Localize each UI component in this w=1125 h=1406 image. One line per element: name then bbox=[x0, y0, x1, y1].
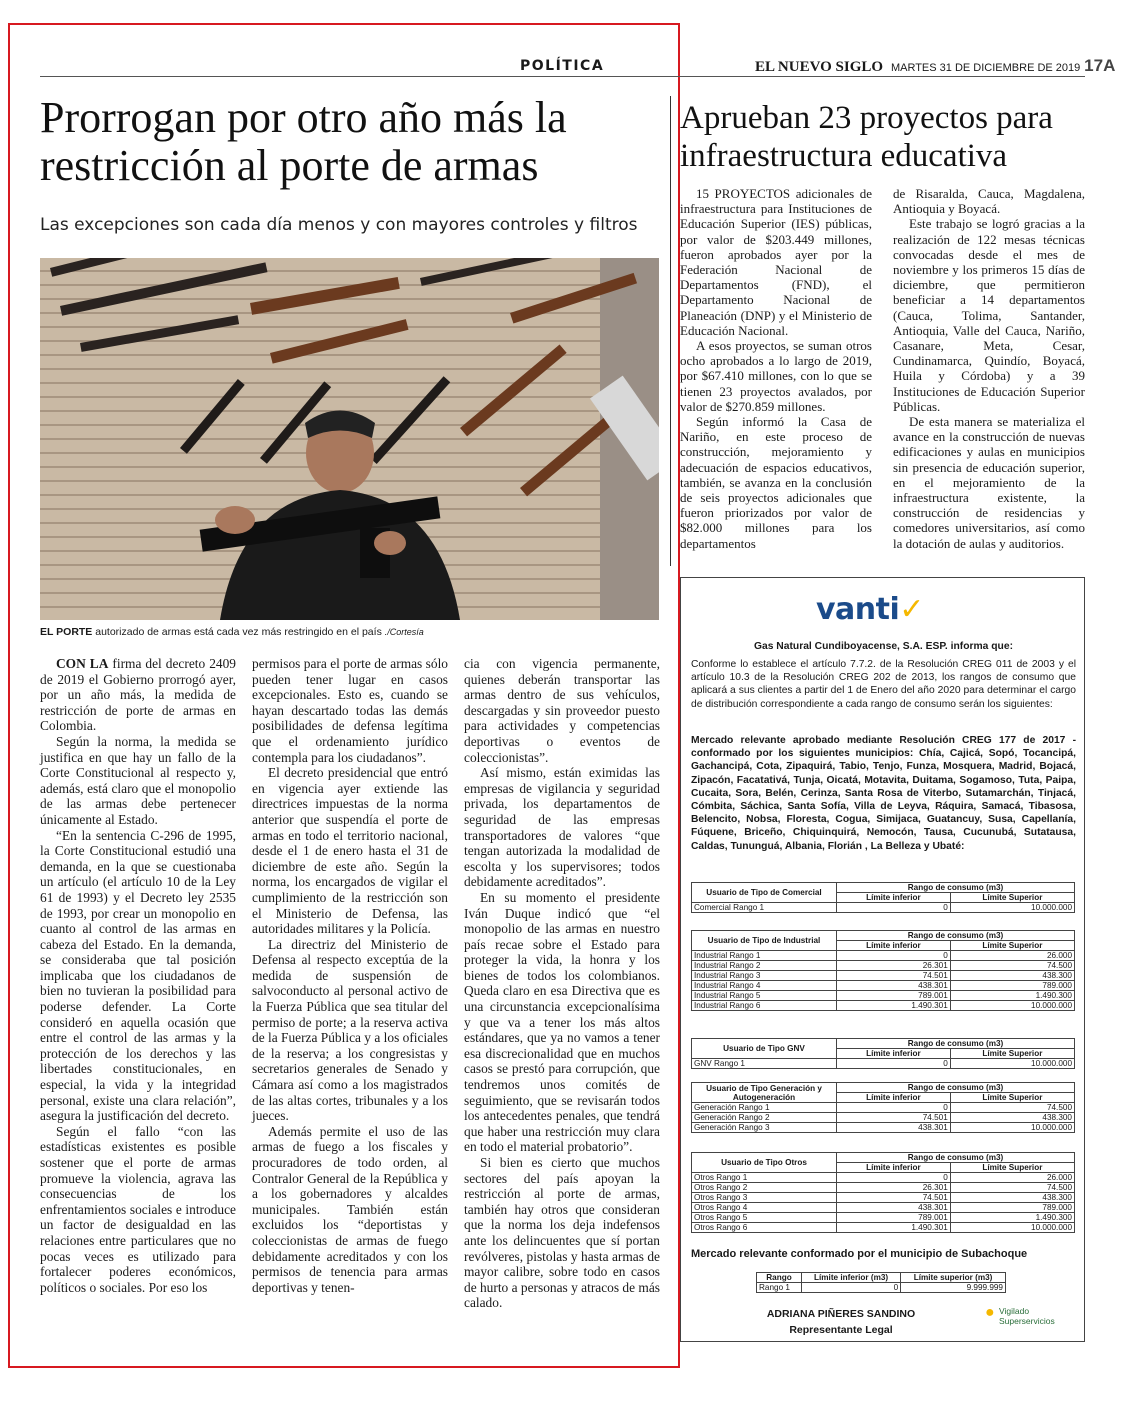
limit-header: Límite Superior bbox=[950, 1163, 1074, 1173]
issue-date: MARTES 31 DE DICIEMBRE DE 2019 bbox=[890, 62, 1081, 74]
page-number: 17A bbox=[1084, 56, 1116, 75]
table-cell: Industrial Rango 6 bbox=[692, 1001, 837, 1011]
article-paragraph bbox=[40, 656, 236, 734]
table-cell: 0 bbox=[802, 1283, 901, 1293]
signer-role: Representante Legal bbox=[789, 1324, 893, 1336]
table-cell: Industrial Rango 2 bbox=[692, 961, 837, 971]
range-table bbox=[691, 930, 1075, 1011]
article-paragraph: En su momento el presidente Iván Duque indicó que “el monopolio de las armas en nuestro país recae sobre el Estado para proteger la vida, la honra y los bienes de todos los colombianos. Queda claro en esa Directiva que es una circunstancia excepcionalísima y que va a tener los más altos estándares, que ya no vamos a tener esa discrecionalidad que en muchos casos se prestó para corrupción, que tendremos unos comités de seguimiento, que se revisarán todos los antecedentes penales, que tendrá que haber una restricción muy clara en todo el material probatorio”. bbox=[464, 889, 660, 1155]
superservicios-text: Superservicios bbox=[999, 1316, 1055, 1326]
article-paragraph: Este trabajo se logró gracias a la realización de 122 mesas técnicas convocadas desde el mes de noviembre y los primeros 15 días de diciembre, que permitieron beneficiar a 14 departamentos (Cauca, Tolima, Santander, Antioquia, Valle del Cauca, Nariño, Casanare, Meta, Cesar, Cundinamarca, Quindío, Boyacá, Huila y Córdoba) y a 39 Instituciones de Educación Superior Públicas. bbox=[893, 216, 1085, 414]
subachoque-table bbox=[756, 1272, 1006, 1293]
table-cell: 74.500 bbox=[950, 1183, 1074, 1193]
article-subhead: Las excepciones son cada día menos y con mayores controles y filtros bbox=[40, 215, 638, 235]
table-cell: 438.301 bbox=[837, 1203, 951, 1213]
table-cell: 9.999.999 bbox=[901, 1283, 1006, 1293]
table-cell: 789.000 bbox=[950, 981, 1074, 991]
table-cell: 10.000.000 bbox=[950, 1059, 1074, 1069]
table-cell: 1.490.300 bbox=[950, 1213, 1074, 1223]
table-cell: Otros Rango 6 bbox=[692, 1223, 837, 1233]
table-cell: 438.301 bbox=[837, 1123, 951, 1133]
column-divider bbox=[670, 96, 671, 566]
table-cell: 0 bbox=[837, 1059, 951, 1069]
article-paragraph: El decreto presidencial que entró en vigencia ayer extiende las directrices impuestas de la norma anterior que suspendía el porte de armas en todo el territorio nacional, desde el 1 de enero hasta el 31 de diciembre de este año. Según la norma, los encargados de vigilar el cumplimiento de la restricción son el Ministerio de Defensa, las autoridades militares y la Policía. bbox=[252, 765, 448, 937]
range-header: Rango de consumo (m3) bbox=[837, 1153, 1075, 1163]
user-type-header: Usuario de Tipo GNV bbox=[692, 1039, 837, 1059]
article-paragraph: Según el fallo “con las estadísticas existentes es posible sostener que el porte de armas promueve la violencia, agrava las consecuencias de los enfrentamientos sociales e introduce un factor de desigualdad en las relaciones entre particulares que no pocas veces es utilizado para fortalecer poderes económicos, políticos o sociales. Por eso los bbox=[40, 1123, 236, 1295]
signer-name: ADRIANA PIÑERES SANDINO bbox=[766, 1308, 916, 1320]
table-cell: 0 bbox=[837, 903, 951, 913]
table-cell: Otros Rango 3 bbox=[692, 1193, 837, 1203]
table-cell: 789.000 bbox=[950, 1203, 1074, 1213]
article-column-2 bbox=[252, 656, 448, 1295]
table-cell: Industrial Rango 3 bbox=[692, 971, 837, 981]
table-cell: GNV Rango 1 bbox=[692, 1059, 837, 1069]
table-row bbox=[692, 1173, 1075, 1183]
table-cell: 438.300 bbox=[950, 1193, 1074, 1203]
masthead bbox=[755, 56, 1115, 76]
drop-lead: CON LA bbox=[56, 656, 109, 671]
table-row bbox=[692, 1103, 1075, 1113]
table-cell: 26.301 bbox=[837, 1183, 951, 1193]
table-row bbox=[692, 1113, 1075, 1123]
table-cell: Industrial Rango 1 bbox=[692, 951, 837, 961]
limit-header: Límite inferior bbox=[837, 1163, 951, 1173]
limit-header: Límite inferior bbox=[837, 1049, 951, 1059]
table-row bbox=[692, 1203, 1075, 1213]
table-cell: 10.000.000 bbox=[950, 903, 1074, 913]
article-paragraph: La directriz del Ministerio de Defensa al respecto exceptúa de la medida de suspensión de salvoconducto al personal activo de la Fuerza Pública que sea titular del permiso de porte; a la reserva activa de la Fuerza Pública y a los oficiales de la reserva; a los congresistas y secretarios generales de Senado y Cámara así como a los magistrados de las altas cortes, tribunales y a los jueces. bbox=[252, 936, 448, 1124]
range-table bbox=[691, 1152, 1075, 1233]
table-cell: 1.490.300 bbox=[950, 991, 1074, 1001]
vigilado-badge bbox=[985, 1304, 1055, 1326]
limit-header: Límite Superior bbox=[950, 941, 1074, 951]
section-label: POLÍTICA bbox=[520, 58, 605, 74]
secondary-headline: Aprueban 23 proyectos para infraestructura educativa bbox=[680, 100, 1053, 174]
article-paragraph: 15 PROYECTOS adicionales de infraestructura para Instituciones de Educación Superior (IES) públicas, por valor de $203.449 millones, fueron aprobados ayer por la Federación Nacional de Departamentos (FND), el Departamento Nacional de Planeación (DNP) y el Ministerio de Educación Nacional. bbox=[680, 186, 872, 338]
vanti-notice bbox=[680, 577, 1085, 1342]
table-row bbox=[692, 903, 1075, 913]
table-row bbox=[692, 961, 1075, 971]
table-header: Límite superior (m3) bbox=[901, 1273, 1006, 1283]
table-cell: 26.301 bbox=[837, 961, 951, 971]
table-row bbox=[692, 1001, 1075, 1011]
table-cell: 789.001 bbox=[837, 1213, 951, 1223]
table-cell: 438.300 bbox=[950, 1113, 1074, 1123]
range-header: Rango de consumo (m3) bbox=[837, 1083, 1075, 1093]
article-paragraph: de Risaralda, Cauca, Magdalena, Antioquia y Boyacá. bbox=[893, 186, 1085, 217]
table-cell: 0 bbox=[837, 1103, 951, 1113]
table-row bbox=[692, 1123, 1075, 1133]
table-row bbox=[692, 1213, 1075, 1223]
table-row bbox=[692, 1183, 1075, 1193]
limit-header: Límite Superior bbox=[950, 1093, 1074, 1103]
table-row bbox=[692, 1059, 1075, 1069]
table-row bbox=[692, 971, 1075, 981]
table-cell: Comercial Rango 1 bbox=[692, 903, 837, 913]
notice-title: Gas Natural Cundiboyacense, S.A. ESP. informa que: bbox=[753, 641, 1013, 652]
table-cell: 10.000.000 bbox=[950, 1001, 1074, 1011]
market-list: Mercado relevante aprobado mediante Resolución CREG 177 de 2017 - conformado por los siguientes municipios: Chía, Cajicá, Sopó, Tocancipá, Gachancipá, Cota, Zipaquirá, Tabio, Tenjo, Funza, Mosquera, Madrid, Bojacá, Zipacón, Facatativá, Tunja, Oicatá, Motavita, Duitama, Sogamoso, Tuta, Paipa, Cucaita, Sora, Belén, Cerinza, Santa Rosa de Viterbo, Sutamarchán, Tinjacá, Cómbita, Sáchica, Santa Sofía, Villa de Leyva, Ráquira, Samacá, Tibasosa, Belencito, Nobsa, Floresta, Cogua, Simijaca, Guatancuy, Susa, Capellanía, Fúquene, Briceño, Chiquinquirá, Nemocón, Tausa, Cucunubá, Sutatausa, Caldas, Tununguá, Albania, Florián , La Belleza y Ubaté: bbox=[691, 735, 1076, 852]
table-header: Límite inferior (m3) bbox=[802, 1273, 901, 1283]
weapons-wall-photo bbox=[40, 258, 659, 620]
vigilado-text: Vigilado bbox=[999, 1306, 1030, 1316]
table-row bbox=[692, 991, 1075, 1001]
article-paragraph: “En la sentencia C-296 de 1995, la Corte Constitucional estudió una demanda, en la que se cuestionaba un artículo (el artículo 10 de la Ley 61 de 1993) y el Decreto ley 2535 de 1993, por crear un monopolio en cuanto al control de las armas en cabeza del Estado. En la demanda, se consideraba que tal posición implicaba que los ciudadanos de bien no tuvieran la posibilidad para poderse defender. La Corte consideró en aquella ocasión que entre el control de las armas y la protección de los derechos y las libertades constitucionales, en especial, la vida y la integridad personal, existe una clara relación”, asegura la justificación del decreto. bbox=[40, 827, 236, 1124]
table-cell: Otros Rango 1 bbox=[692, 1173, 837, 1183]
table-cell: 10.000.000 bbox=[950, 1123, 1074, 1133]
table-cell: Generación Rango 3 bbox=[692, 1123, 837, 1133]
table-cell: 74.501 bbox=[837, 1193, 951, 1203]
caption-text: autorizado de armas está cada vez más restringido en el país bbox=[92, 626, 385, 638]
range-header: Rango de consumo (m3) bbox=[837, 883, 1075, 893]
table-cell: 26.000 bbox=[950, 1173, 1074, 1183]
limit-header: Límite Superior bbox=[950, 893, 1074, 903]
table-cell: 438.301 bbox=[837, 981, 951, 991]
range-table bbox=[691, 1082, 1075, 1133]
table-cell: Otros Rango 5 bbox=[692, 1213, 837, 1223]
table-cell: 1.490.301 bbox=[837, 1001, 951, 1011]
vanti-logo bbox=[816, 592, 924, 627]
table-header: Rango bbox=[757, 1273, 802, 1283]
table-cell: Generación Rango 2 bbox=[692, 1113, 837, 1123]
caption-credit: ./Cortesía bbox=[384, 627, 424, 637]
table-row bbox=[692, 1193, 1075, 1203]
user-type-header: Usuario de Tipo Generación y Autogeneración bbox=[692, 1083, 837, 1103]
article-headline: Prorrogan por otro año más la restricción al porte de armas bbox=[40, 93, 567, 190]
table-cell: Industrial Rango 4 bbox=[692, 981, 837, 991]
article-paragraph: Si bien es cierto que muchos sectores del país apoyan la restricción al porte de armas, también hay otros que consideran que la norma los deja indefensos ante los delincuentes que sí portan revólveres, pistolas y hasta armas de mayor calibre, sobre todo en casos de hurto a personas y atracos de más calado. bbox=[464, 1155, 660, 1311]
limit-header: Límite Superior bbox=[950, 1049, 1074, 1059]
check-icon: ✓ bbox=[899, 592, 924, 627]
article-paragraph: Así mismo, están eximidas las empresas de vigilancia y seguridad privada, los departamentos de seguridad de las empresas transportadores de valores “que tengan autorizada la modalidad de escolta y los supervisores; todos debidamente acreditados”. bbox=[464, 765, 660, 890]
article-paragraph: permisos para el porte de armas sólo pueden tener lugar en casos excepcionales. Esto es, cuando se hayan descartado todas las demás posibilidades de defensa legítima que el ordenamiento jurídico contempla para los ciudadanos”. bbox=[252, 656, 448, 765]
secondary-column-2 bbox=[893, 186, 1085, 551]
article-photo bbox=[40, 258, 659, 620]
article-paragraph: Según informó la Casa de Nariño, en este proceso de construcción, mejoramiento y adecuación de espacios educativos, también, se avanza en la conclusión de seis proyectos adicionales que fueron priorizados por valor de $82.000 millones para los departamentos bbox=[680, 414, 872, 551]
secondary-column-1 bbox=[680, 186, 872, 551]
range-header: Rango de consumo (m3) bbox=[837, 931, 1075, 941]
article-paragraph: Además permite el uso de las armas de fuego a los fiscales y procuradores de todo orden, al Contralor General de la República y a los gobernadores y alcaldes municipales. También están excluidos los “deportistas y coleccionistas de armas de fuego debidamente acreditados y con los permisos de tenencia para armas deportivas y tenen- bbox=[252, 1123, 448, 1295]
caption-lead: EL PORTE bbox=[40, 626, 93, 638]
article-paragraph: Según la norma, la medida se justifica en que hay un fallo de la Corte Constitucional al respecto y, además, está claro que el monopolio de las armas debe pertenecer únicamente al Estado. bbox=[40, 733, 236, 827]
table-row bbox=[692, 981, 1075, 991]
limit-header: Límite inferior bbox=[837, 941, 951, 951]
table-cell: Industrial Rango 5 bbox=[692, 991, 837, 1001]
article-paragraph: cia con vigencia permanente, quienes deberán transportar las armas dentro de sus vehículos, descargadas y sin proveedor puesto para actividades y competencias deportivas o eventos de coleccionistas”. bbox=[464, 656, 660, 765]
user-type-header: Usuario de Tipo de Comercial bbox=[692, 883, 837, 903]
table-cell: 0 bbox=[837, 1173, 951, 1183]
user-type-header: Usuario de Tipo de Industrial bbox=[692, 931, 837, 951]
superservicios-icon: ● bbox=[985, 1304, 995, 1321]
photo-caption bbox=[40, 626, 659, 638]
range-table bbox=[691, 1038, 1075, 1069]
table-cell: 74.501 bbox=[837, 1113, 951, 1123]
table-cell: Generación Rango 1 bbox=[692, 1103, 837, 1113]
logo-text: vanti bbox=[816, 592, 900, 627]
table-cell: 74.500 bbox=[950, 1103, 1074, 1113]
article-column-1 bbox=[40, 656, 236, 1295]
table-cell: 789.001 bbox=[837, 991, 951, 1001]
market2-title: Mercado relevante conformado por el municipio de Subachoque bbox=[691, 1248, 1028, 1260]
table-cell: 74.500 bbox=[950, 961, 1074, 971]
notice-intro: Conforme lo establece el artículo 7.7.2. de la Resolución CREG 011 de 2003 y el artículo 10.3 de la Resolución CREG 202 de 2013, los rangos de consumo que aplicará a sus clientes a partir del 1 de Enero del año 2020 para determinar el cargo de distribución correspondiente a cada rango de consumo serán los siguientes: bbox=[691, 659, 1076, 710]
limit-header: Límite inferior bbox=[837, 1093, 951, 1103]
table-row bbox=[692, 1223, 1075, 1233]
user-type-header: Usuario de Tipo Otros bbox=[692, 1153, 837, 1173]
table-cell: Rango 1 bbox=[757, 1283, 802, 1293]
limit-header: Límite inferior bbox=[837, 893, 951, 903]
header-rule bbox=[40, 76, 1085, 77]
range-table bbox=[691, 882, 1075, 913]
newspaper-name: EL NUEVO SIGLO bbox=[755, 59, 884, 75]
table-cell: 26.000 bbox=[950, 951, 1074, 961]
table-cell: 0 bbox=[837, 951, 951, 961]
table-row bbox=[692, 951, 1075, 961]
table-cell: 1.490.301 bbox=[837, 1223, 951, 1233]
article-column-3 bbox=[464, 656, 660, 1311]
table-cell: Otros Rango 2 bbox=[692, 1183, 837, 1193]
paragraph-text: firma del decreto 2409 de 2019 el Gobierno prorrogó ayer, por un año más, la medida de restricción de porte de armas en Colombia. bbox=[40, 656, 236, 734]
table-cell: 10.000.000 bbox=[950, 1223, 1074, 1233]
article-paragraph: De esta manera se materializa el avance en la construcción de nuevas edificaciones y aulas en municipios sin presencia de educación superior, en el mejoramiento de la infraestructura existente, la construcción de residencias y comedores universitarios, así como la dotación de aulas y auditorios. bbox=[893, 414, 1085, 551]
table-cell: 74.501 bbox=[837, 971, 951, 981]
range-header: Rango de consumo (m3) bbox=[837, 1039, 1075, 1049]
table-cell: 438.300 bbox=[950, 971, 1074, 981]
article-paragraph: A esos proyectos, se suman otros ocho aprobados a lo largo de 2019, por $67.410 millones, con lo que se tienen 23 proyectos avalados, por valor de $270.859 millones. bbox=[680, 338, 872, 414]
table-cell: Otros Rango 4 bbox=[692, 1203, 837, 1213]
